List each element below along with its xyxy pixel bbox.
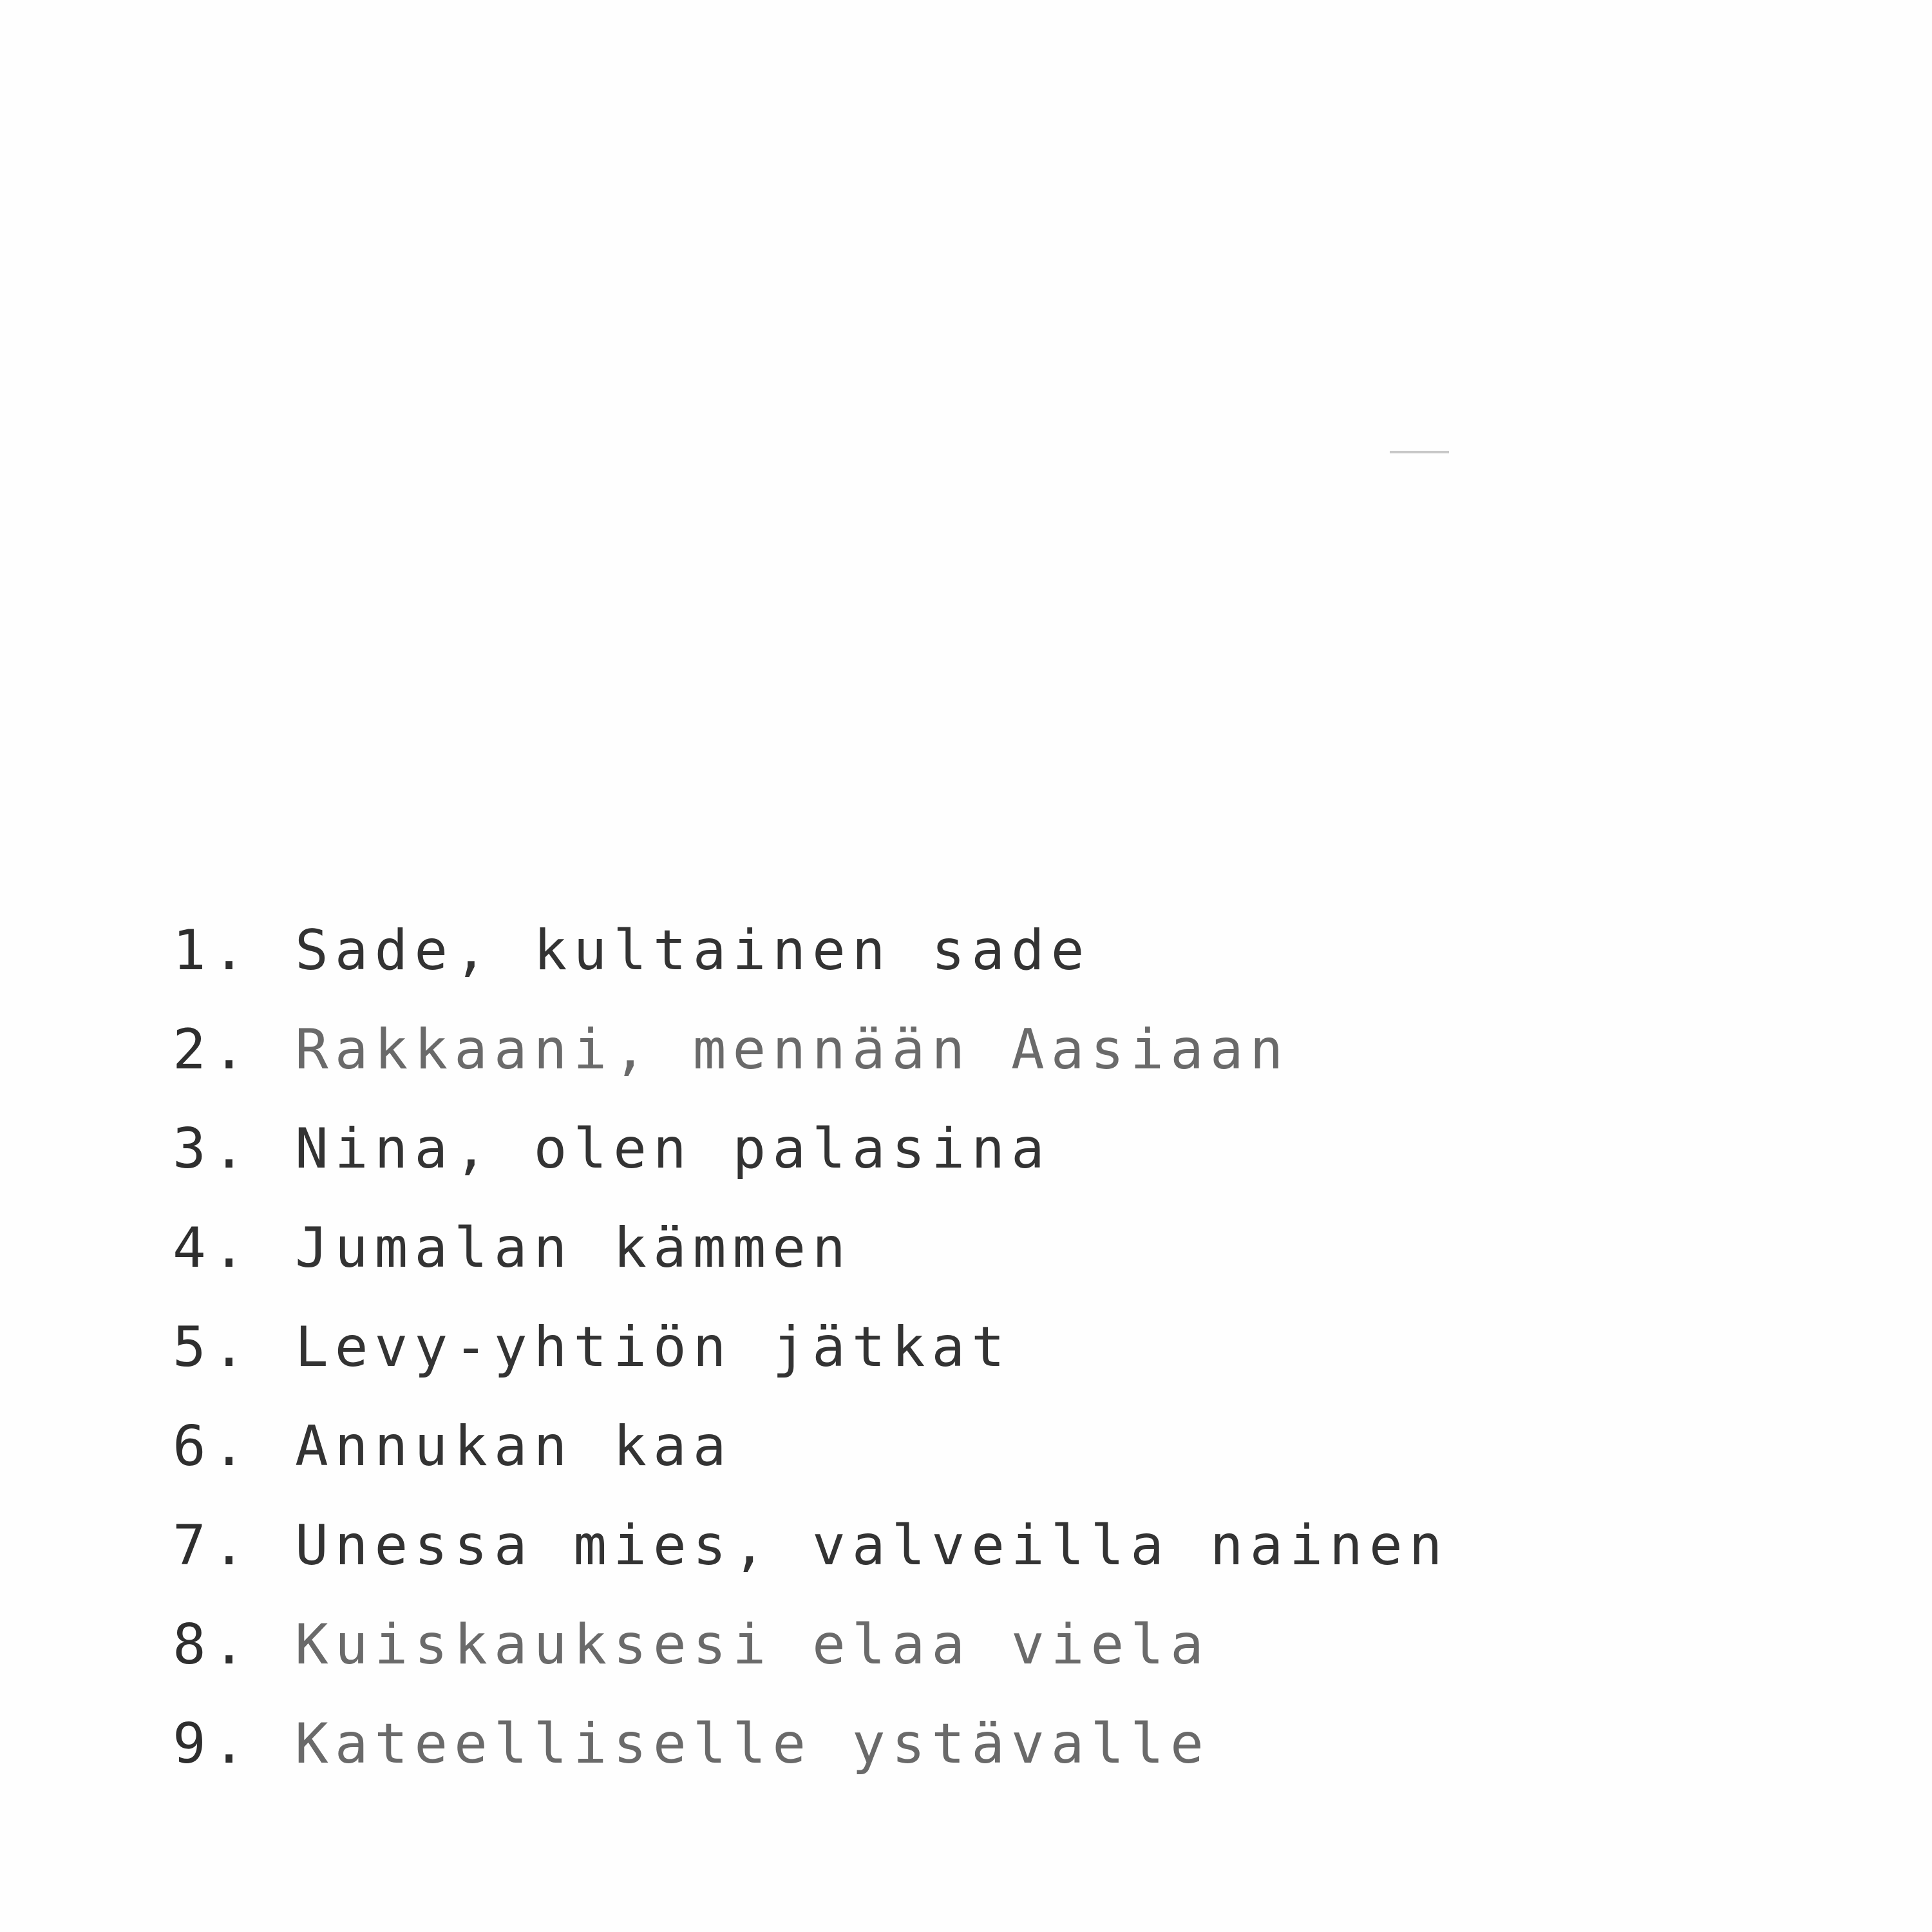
- track-number: 5.: [173, 1315, 252, 1379]
- track-number: 4.: [173, 1216, 252, 1280]
- track-number: 6.: [173, 1414, 252, 1479]
- track-number: 3.: [173, 1117, 252, 1181]
- track-title: Jumalan kämmen: [295, 1216, 852, 1280]
- track-title: Kuiskauksesi elaa viela: [295, 1613, 1210, 1677]
- track-title: Nina, olen palasina: [295, 1117, 1051, 1181]
- track-title: Unessa mies, valveilla nainen: [295, 1513, 1449, 1578]
- track-title: Kateelliselle ystävalle: [295, 1712, 1210, 1776]
- list-item: [173, 918, 1449, 1018]
- track-title: Sade, kultainen sade: [295, 918, 1091, 983]
- list-item: [173, 1216, 1449, 1315]
- list-item: [173, 1513, 1449, 1613]
- track-title: Rakkaani, mennään Aasiaan: [295, 1018, 1290, 1082]
- dash-mark: [1390, 451, 1449, 453]
- track-number: 7.: [173, 1513, 252, 1578]
- track-number: 1.: [173, 918, 252, 983]
- track-list: [173, 918, 1449, 1811]
- track-title: Levy-yhtiön jätkat: [295, 1315, 1011, 1379]
- track-title: Annukan kaa: [295, 1414, 733, 1479]
- list-item: [173, 1414, 1449, 1513]
- track-number: 2.: [173, 1018, 252, 1082]
- list-item: [173, 1117, 1449, 1216]
- list-item: [173, 1712, 1449, 1811]
- track-number: 8.: [173, 1613, 252, 1677]
- list-item: [173, 1613, 1449, 1712]
- list-item: [173, 1018, 1449, 1117]
- track-number: 9.: [173, 1712, 252, 1776]
- list-item: [173, 1315, 1449, 1414]
